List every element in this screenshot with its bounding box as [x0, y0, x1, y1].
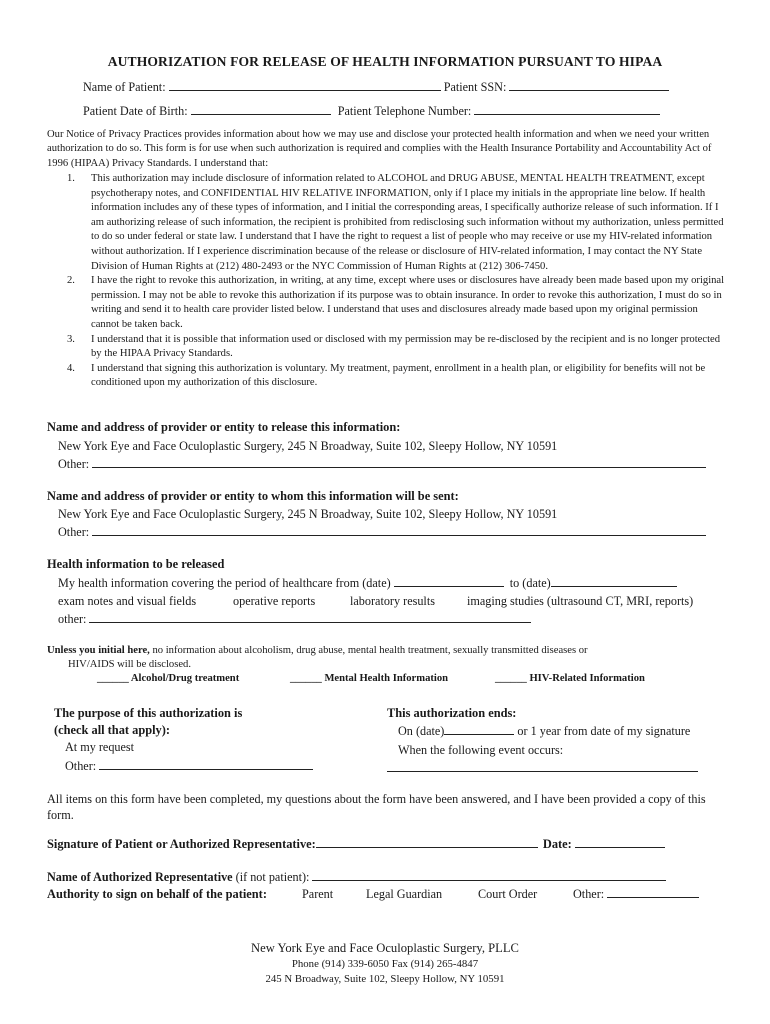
- list-number: 3.: [67, 333, 75, 345]
- initials-notice-text: no information about alcoholism, drug abuse, mental health treatment, sexually transmitted diseases or: [149, 645, 588, 656]
- ends-heading: This authorization ends:: [387, 706, 517, 720]
- send-to-other-field[interactable]: [92, 525, 706, 536]
- alcohol-initial-blank[interactable]: ______: [97, 673, 129, 684]
- rep-name-field[interactable]: [312, 870, 666, 881]
- send-to-other-label: Other:: [58, 525, 90, 539]
- list-number: 1.: [67, 173, 75, 184]
- form-title: AUTHORIZATION FOR RELEASE OF HEALTH INFORMATION PURSUANT TO HIPAA: [107, 54, 663, 69]
- ends-on-date-label: On (date): [398, 724, 445, 738]
- release-from-value: New York Eye and Face Oculoplastic Surgery, 245 N Broadway, Suite 102, Sleepy Hollow, NY 10591: [58, 439, 558, 453]
- initials-notice: [47, 644, 588, 659]
- ends-date-field[interactable]: [444, 724, 514, 735]
- patient-dob-row: [83, 104, 660, 119]
- signature-date-field[interactable]: [575, 837, 665, 848]
- list-text: I understand that it is possible that information used or disclosed with my permission may be re-disclosed by the recipient and is no longer protected by the HIPAA Privacy Standards.: [91, 333, 721, 360]
- health-other-field[interactable]: [89, 612, 531, 623]
- list-number: 4.: [67, 362, 75, 374]
- authority-other-field[interactable]: [607, 887, 699, 898]
- patient-dob-field[interactable]: [191, 104, 331, 115]
- ends-date-row: [398, 724, 690, 739]
- health-info-heading: Health information to be released: [47, 557, 225, 571]
- authority-court-order-option[interactable]: Court Order: [478, 887, 538, 901]
- release-from-other-label: Other:: [58, 457, 90, 471]
- send-to-other-row: [58, 525, 706, 540]
- alcohol-initial-label: Alcohol/Drug treatment: [130, 673, 240, 684]
- purpose-other-label: Other:: [65, 759, 97, 773]
- period-from-label: My health information covering the period of healthcare from (date): [58, 576, 391, 590]
- list-item: [47, 333, 727, 362]
- release-from-other-row: [58, 457, 706, 472]
- signature-field[interactable]: [316, 837, 538, 848]
- health-other-label: other:: [58, 612, 87, 626]
- authority-label: Authority to sign on behalf of the patient:: [47, 887, 267, 901]
- patient-phone-label: Patient Telephone Number:: [337, 104, 472, 118]
- exam-notes-option[interactable]: exam notes and visual fields: [58, 594, 197, 608]
- signature-row: [47, 837, 665, 852]
- alcohol-initial[interactable]: [97, 673, 239, 684]
- signature-label: Signature of Patient or Authorized Representative:: [47, 837, 316, 851]
- patient-ssn-field[interactable]: [509, 80, 669, 91]
- mental-initial[interactable]: [290, 673, 448, 684]
- ends-event-label: When the following event occurs:: [398, 743, 564, 757]
- rep-name-row: [47, 870, 666, 885]
- footer-address: 245 N Broadway, Suite 102, Sleepy Hollow, NY 10591: [265, 973, 505, 985]
- operative-reports-option[interactable]: operative reports: [233, 594, 316, 608]
- signature-date-label: Date:: [542, 837, 572, 851]
- mental-initial-blank[interactable]: ______: [290, 673, 322, 684]
- imaging-studies-option[interactable]: imaging studies (ultrasound CT, MRI, reports): [467, 594, 694, 608]
- initials-notice-line2: HIV/AIDS will be disclosed.: [68, 659, 191, 670]
- initials-notice-bold: Unless you initial here,: [47, 645, 150, 656]
- patient-name-row: [83, 80, 669, 95]
- hiv-initial-blank[interactable]: ______: [495, 673, 527, 684]
- ends-event-field[interactable]: [387, 760, 698, 772]
- list-text: This authorization may include disclosure of information related to ALCOHOL and DRUG ABUSE, MENTAL HEALTH TREATMENT, except psychotherapy notes, and CONFIDENTIAL HIV RELATIVE INFORMATION, only if I place my initials in the appropriate line below. If health information includes any of these types of information, and I initial the corresponding areas, I specifically authorize release of such information. If I am authorizing release of such information, the recipient is prohibited from redisclosing such information without my authorization, unless permitted to do so under federal or state law. I understand that I have the right to request a list of people who may receive or use my HIV-related information without authorization. If I experience discrimination because of the release or disclosure of HIV-related information, I may contact the NY State Division of Human Rights at (212) 480-2493 or the NYC Commission of Human Rights at (212) 306-7450.: [91, 173, 724, 272]
- release-from-heading: Name and address of provider or entity to release this information:: [47, 420, 401, 434]
- hiv-initial-label: HIV-Related Information: [529, 673, 645, 684]
- understanding-list: [47, 172, 727, 391]
- health-period-row: [58, 576, 677, 591]
- completed-statement: All items on this form have been completed, my questions about the form have been answered, and I have been provided a copy of this form.: [47, 792, 706, 822]
- period-to-label: to (date): [509, 576, 551, 590]
- release-from-other-field[interactable]: [92, 457, 706, 468]
- authority-other-label[interactable]: Other:: [573, 887, 605, 901]
- ends-year-label: or 1 year from date of my signature: [517, 724, 691, 738]
- rep-name-sublabel: (if not patient):: [232, 870, 310, 884]
- purpose-other-field[interactable]: [99, 759, 313, 770]
- laboratory-results-option[interactable]: laboratory results: [350, 594, 435, 608]
- period-from-field[interactable]: [394, 576, 504, 587]
- patient-name-field[interactable]: [169, 80, 441, 91]
- hiv-initial[interactable]: [495, 673, 645, 684]
- purpose-heading: The purpose of this authorization is: [54, 706, 243, 720]
- authority-guardian-option[interactable]: Legal Guardian: [366, 887, 443, 901]
- patient-ssn-label: Patient SSN:: [443, 80, 507, 94]
- list-text: I have the right to revoke this authorization, in writing, at any time, except where uses or disclosures have already been made based upon my original permission. I may not be able to revoke this authorization if its purpose was to obtain insurance. In order to revoke this authorization, I must do so in writing and send it to health care provider listed below. I understand that uses and disclosures already made based upon my original permission cannot be taken back.: [91, 275, 725, 330]
- list-item: [47, 172, 727, 274]
- patient-name-label: Name of Patient:: [83, 80, 166, 94]
- mental-initial-label: Mental Health Information: [324, 673, 449, 684]
- footer-practice-name: New York Eye and Face Oculoplastic Surgery, PLLC: [251, 941, 519, 955]
- purpose-other-row: [65, 759, 313, 774]
- patient-dob-label: Patient Date of Birth:: [83, 104, 188, 118]
- period-to-field[interactable]: [551, 576, 677, 587]
- send-to-heading: Name and address of provider or entity to whom this information will be sent:: [47, 489, 459, 503]
- purpose-subheading: (check all that apply):: [54, 723, 170, 737]
- patient-phone-field[interactable]: [474, 104, 660, 115]
- list-text: I understand that signing this authorization is voluntary. My treatment, payment, enrollment in a health plan, or eligibility for benefits will not be conditioned upon my authorization of this disclosure.: [91, 362, 706, 389]
- health-other-row: [58, 612, 531, 627]
- at-my-request-option[interactable]: At my request: [65, 740, 135, 754]
- privacy-intro: Our Notice of Privacy Practices provides information about how we may use and disclose your protected health information and when we need your written authorization to do so. This form is for use when such authorization is required and complies with the Health Insurance Portability and Accountability Act of 1996 (HIPAA) Privacy Standards. I understand that:: [47, 129, 712, 169]
- send-to-value: New York Eye and Face Oculoplastic Surgery, 245 N Broadway, Suite 102, Sleepy Hollow, NY 10591: [58, 507, 558, 521]
- authority-other-row: [573, 887, 699, 902]
- authority-parent-option[interactable]: Parent: [302, 887, 334, 901]
- list-item: [47, 362, 727, 391]
- list-number: 2.: [67, 275, 75, 287]
- list-item: [47, 274, 727, 332]
- rep-name-label: Name of Authorized Representative: [47, 870, 233, 884]
- footer-phone: Phone (914) 339-6050 Fax (914) 265-4847: [291, 958, 479, 970]
